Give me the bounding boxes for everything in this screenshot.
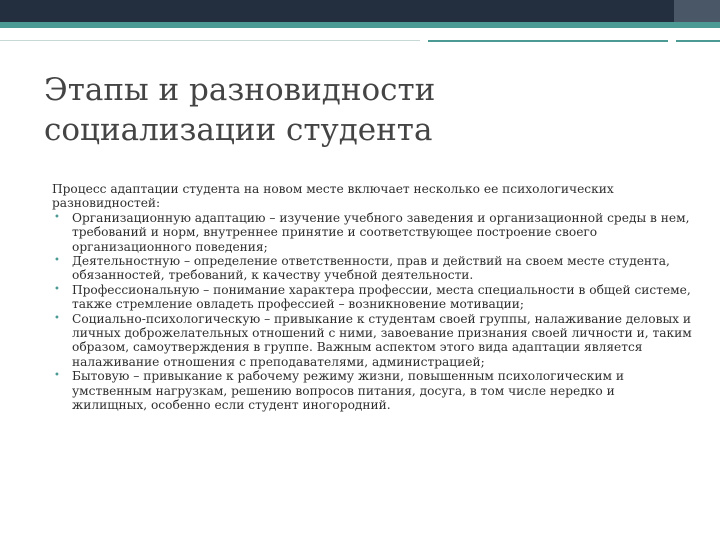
bullet-icon: • [54,370,60,382]
divider-left [0,40,420,41]
list-item-text: Социально-психологическую – привыкание к студентам своей группы, налаживание деловых и личных доброжелательных отношений с ними, завоевание признания своей личности и, таким образом, самоутверждения в группе. Важным аспектом этого вида адаптации является налаживание отношения с преподавателями, администрацией; [72,311,692,369]
list-item-text: Деятельностную – определение ответственности, прав и действий на своем месте студента, обязанностей, требований, к качеству учебной деятельности. [72,254,670,283]
list-item-text: Бытовую – привыкание к рабочему режиму жизни, повышенным психологическим и умственным нагрузкам, решению вопросов питания, досуга, в том числе нередко и жилищных, особенно если студент иногородний. [72,369,624,413]
list-item [52,254,692,283]
list-item [52,369,692,412]
title-line-1: Этапы и разновидности [44,72,436,108]
divider-right [428,40,668,42]
slide-title [44,70,644,150]
slide-body [52,182,692,413]
bullet-icon: • [54,283,60,295]
intro-text: Процесс адаптации студента на новом месте включает несколько ее психологических разновидностей: [52,182,614,211]
title-line-2: социализации студента [44,112,433,148]
accent-strip [0,22,720,28]
bullet-icon: • [54,255,60,267]
list-item [52,312,692,370]
bullet-icon: • [54,312,60,324]
list-item [52,283,692,312]
list-item-text: Профессиональную – понимание характера профессии, места специальности в общей системе, также стремление овладеть профессией – возникновение мотивации; [72,282,691,312]
header-corner-block [674,0,720,22]
header-band-dark [0,0,720,22]
divider-right-end [676,40,720,42]
bullet-list [52,211,692,413]
list-item [52,211,692,254]
list-item-text: Организационную адаптацию – изучение учебного заведения и организационной среды в нем, требований и норм, внутреннее принятие и соответствующее построение своего организационного поведения; [72,210,690,254]
bullet-icon: • [54,211,60,223]
